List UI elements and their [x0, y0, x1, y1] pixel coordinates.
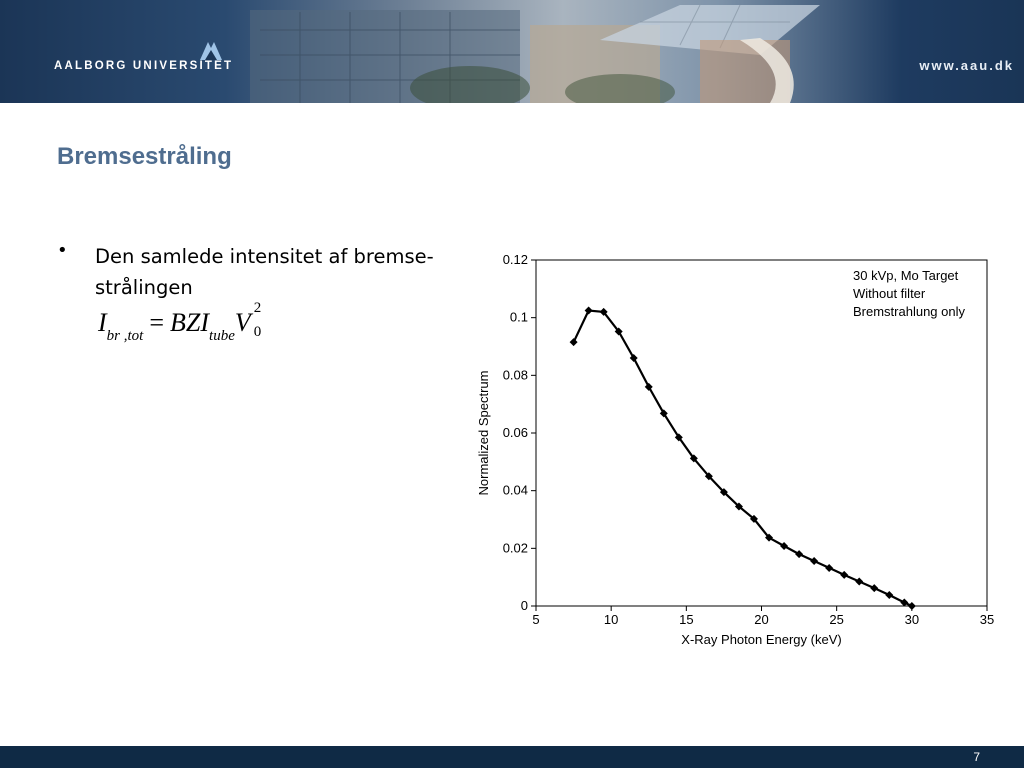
page-number: 7: [973, 750, 980, 764]
aau-logo-icon: [196, 38, 226, 62]
formula-V-subscript: 0: [253, 324, 262, 340]
y-axis-label: Normalized Spectrum: [476, 370, 491, 496]
x-tick-label: 10: [603, 612, 619, 627]
formula-BZI-subscript: tube: [209, 328, 235, 344]
data-point-diamond: [810, 557, 818, 565]
x-tick-label: 30: [904, 612, 920, 627]
building-photo: [0, 0, 1024, 103]
formula-equals: =: [149, 308, 165, 337]
website-url: www.aau.dk: [919, 58, 1014, 73]
legend-line-1: 30 kVp, Mo Target: [853, 268, 959, 283]
formula-V-superscript: 2: [253, 300, 262, 316]
x-axis-label: X-Ray Photon Energy (keV): [681, 632, 842, 647]
data-point-diamond: [795, 550, 803, 558]
formula-BZI: BZI: [170, 308, 210, 337]
y-tick-label: 0.04: [502, 482, 528, 498]
y-tick-label: 0.12: [502, 252, 528, 267]
x-tick-label: 35: [979, 612, 995, 627]
intensity-formula: [98, 300, 264, 345]
data-point-diamond: [840, 571, 848, 579]
data-point-diamond: [870, 584, 878, 592]
x-tick-label: 15: [679, 612, 694, 627]
spectrum-series-line: [574, 311, 912, 607]
y-tick-label: 0.08: [502, 367, 528, 383]
x-tick-label: 25: [829, 612, 844, 627]
legend-line-2: Without filter: [853, 286, 926, 301]
y-tick-label: 0.06: [502, 425, 528, 440]
data-point-diamond: [900, 599, 908, 607]
formula-V: V: [234, 308, 251, 337]
data-point-diamond: [908, 602, 916, 610]
x-tick-label: 20: [754, 612, 769, 627]
y-tick-label: 0.1: [509, 309, 528, 325]
slide-title: Bremsestråling: [57, 143, 232, 170]
formula-V-scripts: [251, 300, 264, 340]
formula-I-subscript: br ,tot: [106, 328, 144, 344]
bullet-icon: •: [57, 240, 68, 261]
x-tick-label: 5: [532, 612, 540, 627]
footer-bar: [0, 746, 1024, 768]
header-banner: [0, 0, 1024, 103]
bullet-text: Den samlede intensitet af bremse-strålingen: [95, 245, 434, 299]
data-point-diamond: [570, 338, 578, 346]
data-point-diamond: [825, 564, 833, 572]
data-point-diamond: [885, 591, 893, 599]
legend-line-3: Bremstrahlung only: [853, 304, 965, 319]
spectrum-chart: [470, 245, 1010, 655]
formula-I: I: [98, 308, 107, 337]
y-tick-label: 0: [520, 598, 528, 613]
university-logo-text: AALBORG UNIVERSITET: [54, 60, 234, 72]
y-tick-label: 0.02: [502, 540, 528, 556]
data-point-diamond: [855, 577, 863, 585]
data-point-diamond: [585, 306, 593, 314]
